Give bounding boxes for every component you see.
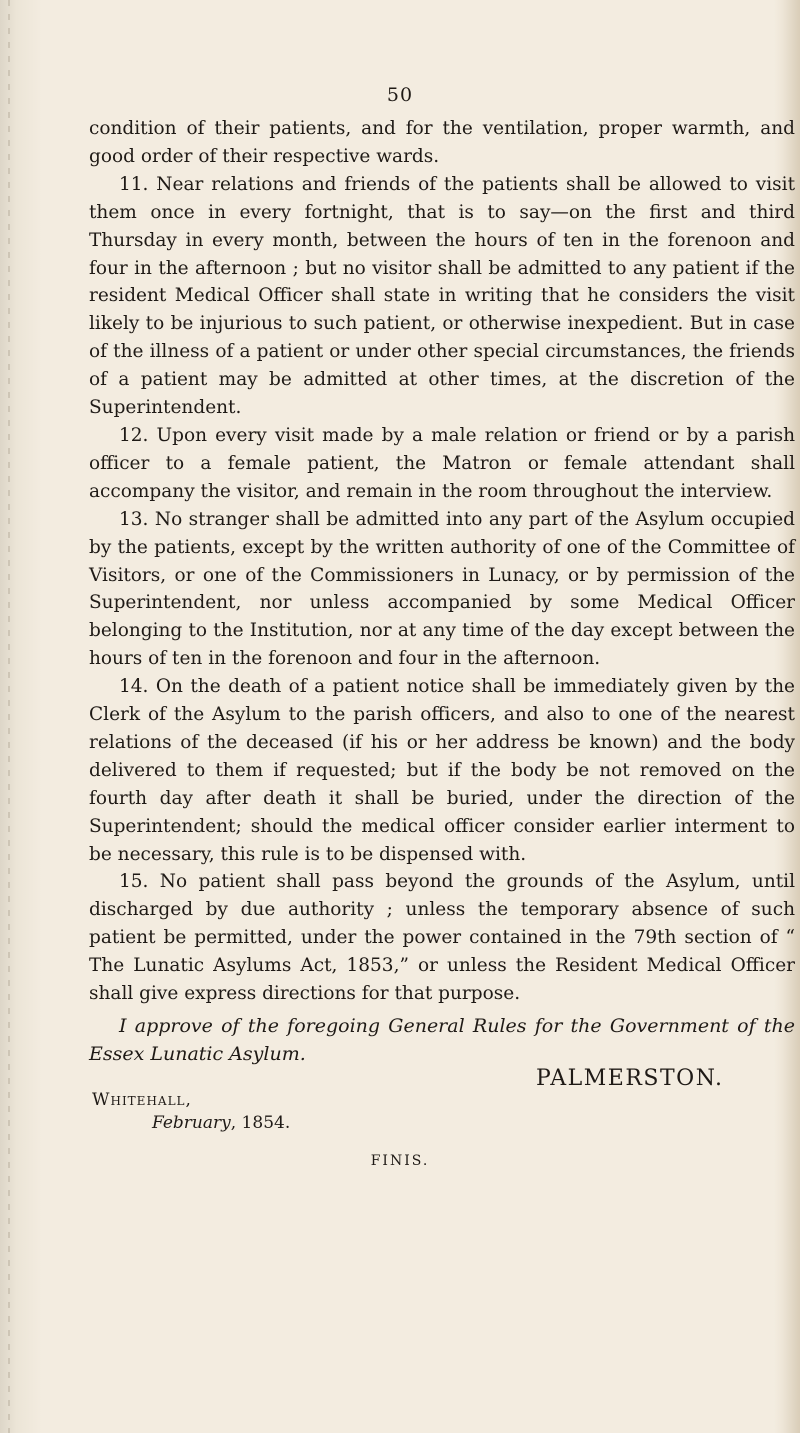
page-number: 50: [386, 84, 414, 106]
rule-11: 11. Near relations and friends of the patients shall be allowed to visit them once in every fortnight, that is to say—on the first and third Thursday in every month, between the hours of ten in the forenoon and four in the afternoon ; but no visitor shall be admitted to any patient if the resident Medical Officer shall state in writing that he considers the visit likely to be injurious to such patient, or otherwise inexpedient. But in case of the illness of a patient or under other special circumstances, the friends of a patient may be admitted at other times, at the discretion of the Superintendent.: [89, 173, 795, 419]
rule-14: 14. On the death of a patient notice shall be immediately given by the Clerk of the Asylum to the parish officers, and also to one of the nearest relations of the deceased (if his or her address be known) and the body delivered to them if requested; but if the body be not removed on the fourth day after death it shall be buried, under the direction of the Superintendent; should the medical officer consider earlier interment to be necessary, this rule is to be dispensed with.: [89, 676, 795, 865]
rules-text: [89, 115, 795, 1008]
signature: PALMERSTON.: [536, 1066, 724, 1091]
date-year: , 1854.: [230, 1113, 291, 1133]
paragraph-continuation: condition of their patients, and for the ventilation, proper warmth, and good order of their respective wards.: [89, 118, 795, 167]
rule-13: 13. No stranger shall be admitted into any part of the Asylum occupied by the patients, except by the written authority of one of the Committee of Visitors, or one of the Commissioners in Lunacy, or by permission of the Superintendent, nor unless accompanied by some Medical Officer belonging to the Institution, nor at any time of the day except between the hours of ten in the forenoon and four in the afternoon.: [89, 508, 795, 670]
approval-statement: I approve of the foregoing General Rules for the Government of the Essex Lunatic Asylum.: [89, 1015, 795, 1065]
place-line: Whitehall,: [92, 1090, 192, 1110]
date-month: February: [152, 1113, 231, 1133]
rule-15: 15. No patient shall pass beyond the grounds of the Asylum, until discharged by due authority ; unless the temporary absence of such patient be permitted, under the power contained in the 79th section of “ The Lunatic Asylums Act, 1853,” or unless the Resident Medical Officer shall give express directions for that purpose.: [89, 871, 795, 1005]
rule-12: 12. Upon every visit made by a male relation or friend or by a parish officer to a female patient, the Matron or female attendant shall accompany the visitor, and remain in the room throughout the interview.: [89, 424, 795, 502]
finis-mark: FINIS.: [370, 1153, 430, 1169]
page-binding-edge: [0, 0, 42, 1433]
date-line: [152, 1113, 290, 1133]
